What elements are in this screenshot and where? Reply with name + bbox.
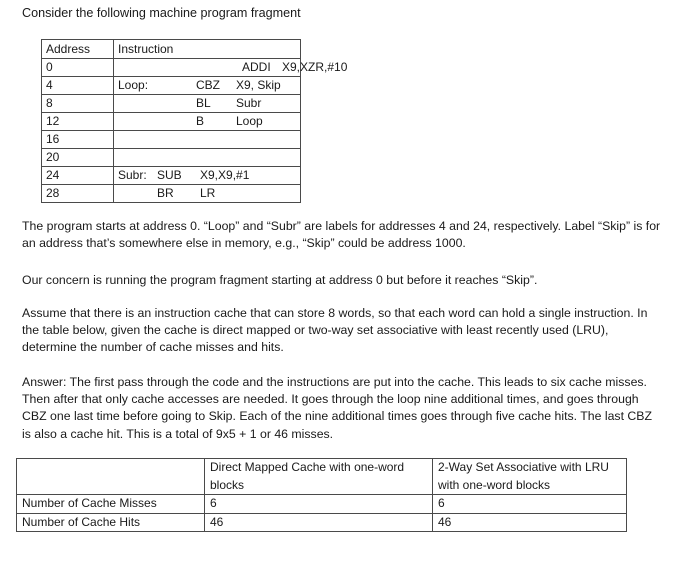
two-way-value: 46 [433,513,627,532]
address-cell: 4 [42,77,114,95]
address-cell: 0 [42,59,114,77]
address-cell: 8 [42,95,114,113]
instruction-cell [114,185,301,203]
paragraph-assumption: Assume that there is an instruction cache that can store 8 words, so that each word can hold a single instruction. In the table below, given the cache is direct mapped or two-way set associative with least recently used (LRU), determine the number of cache misses and hits. [22,306,648,355]
address-cell: 28 [42,185,114,203]
instruction-cell [114,77,301,95]
program-row [42,167,301,185]
address-cell: 16 [42,131,114,149]
results-table [16,458,627,532]
two-way-value: 6 [433,495,627,514]
instruction-args: X9,X9,#1 [200,168,250,182]
instruction-op: ADDI [242,60,271,74]
instruction-cell [114,131,301,149]
paragraph-program-start: The program starts at address 0. “Loop” and “Subr” are labels for addresses 4 and 24, respectively. Label “Skip” is for an address that’s somewhere else in memory, e.g., “Skip” could be address 1000. [22,219,661,251]
instruction-args: Subr [236,96,262,110]
results-header-blank [17,459,205,495]
table-row [17,513,627,532]
program-row [42,77,301,95]
program-row [42,131,301,149]
row-label: Number of Cache Misses [17,495,205,514]
program-row [42,59,301,77]
instruction-op: BL [196,96,211,110]
program-table [41,39,348,203]
instruction-args: Loop [236,114,263,128]
row-label: Number of Cache Hits [17,513,205,532]
instruction-op: CBZ [196,78,220,92]
intro-text: Consider the following machine program fragment [22,6,301,20]
instruction-args: X9,XZR,#10 [282,60,348,74]
instruction-cell [114,59,348,77]
program-row [42,113,301,131]
address-cell: 20 [42,149,114,167]
instruction-cell [114,113,301,131]
address-header: Address [42,40,114,59]
address-cell: 12 [42,113,114,131]
instruction-label: Loop: [118,78,149,92]
paragraph-answer: Answer: The first pass through the code and the instructions are put into the cache. This leads to six cache misses. Then after that only cache accesses are needed. It goes through the loop nine additional times, and goes through CBZ one last time before going to Skip. Each of the nine additional times goes through five cache hits. The last CBZ is also a cache hit. This is a total of 9x5 + 1 or 46 misses. [22,375,652,441]
instruction-op: B [196,114,205,128]
address-cell: 24 [42,167,114,185]
instruction-cell [114,167,301,185]
instruction-args: LR [200,186,216,200]
instruction-cell [114,95,301,113]
instruction-op: BR [157,186,174,200]
program-table-header [42,40,301,59]
instruction-header [114,40,301,59]
instruction-cell [114,149,301,167]
program-row [42,185,301,203]
program-row [42,149,301,167]
direct-mapped-header: Direct Mapped Cache with one-word blocks [205,459,433,495]
results-header-row [17,459,627,495]
program-row [42,95,301,113]
instruction-op: SUB [157,168,182,182]
two-way-header: 2-Way Set Associative with LRU with one-word blocks [433,459,627,495]
instruction-header-label: Instruction [118,42,174,56]
direct-mapped-value: 6 [205,495,433,514]
instruction-label: Subr: [118,168,147,182]
paragraph-concern: Our concern is running the program fragment starting at address 0 but before it reaches “Skip”. [22,273,538,287]
table-row [17,495,627,514]
direct-mapped-value: 46 [205,513,433,532]
instruction-args: X9, Skip [236,78,281,92]
